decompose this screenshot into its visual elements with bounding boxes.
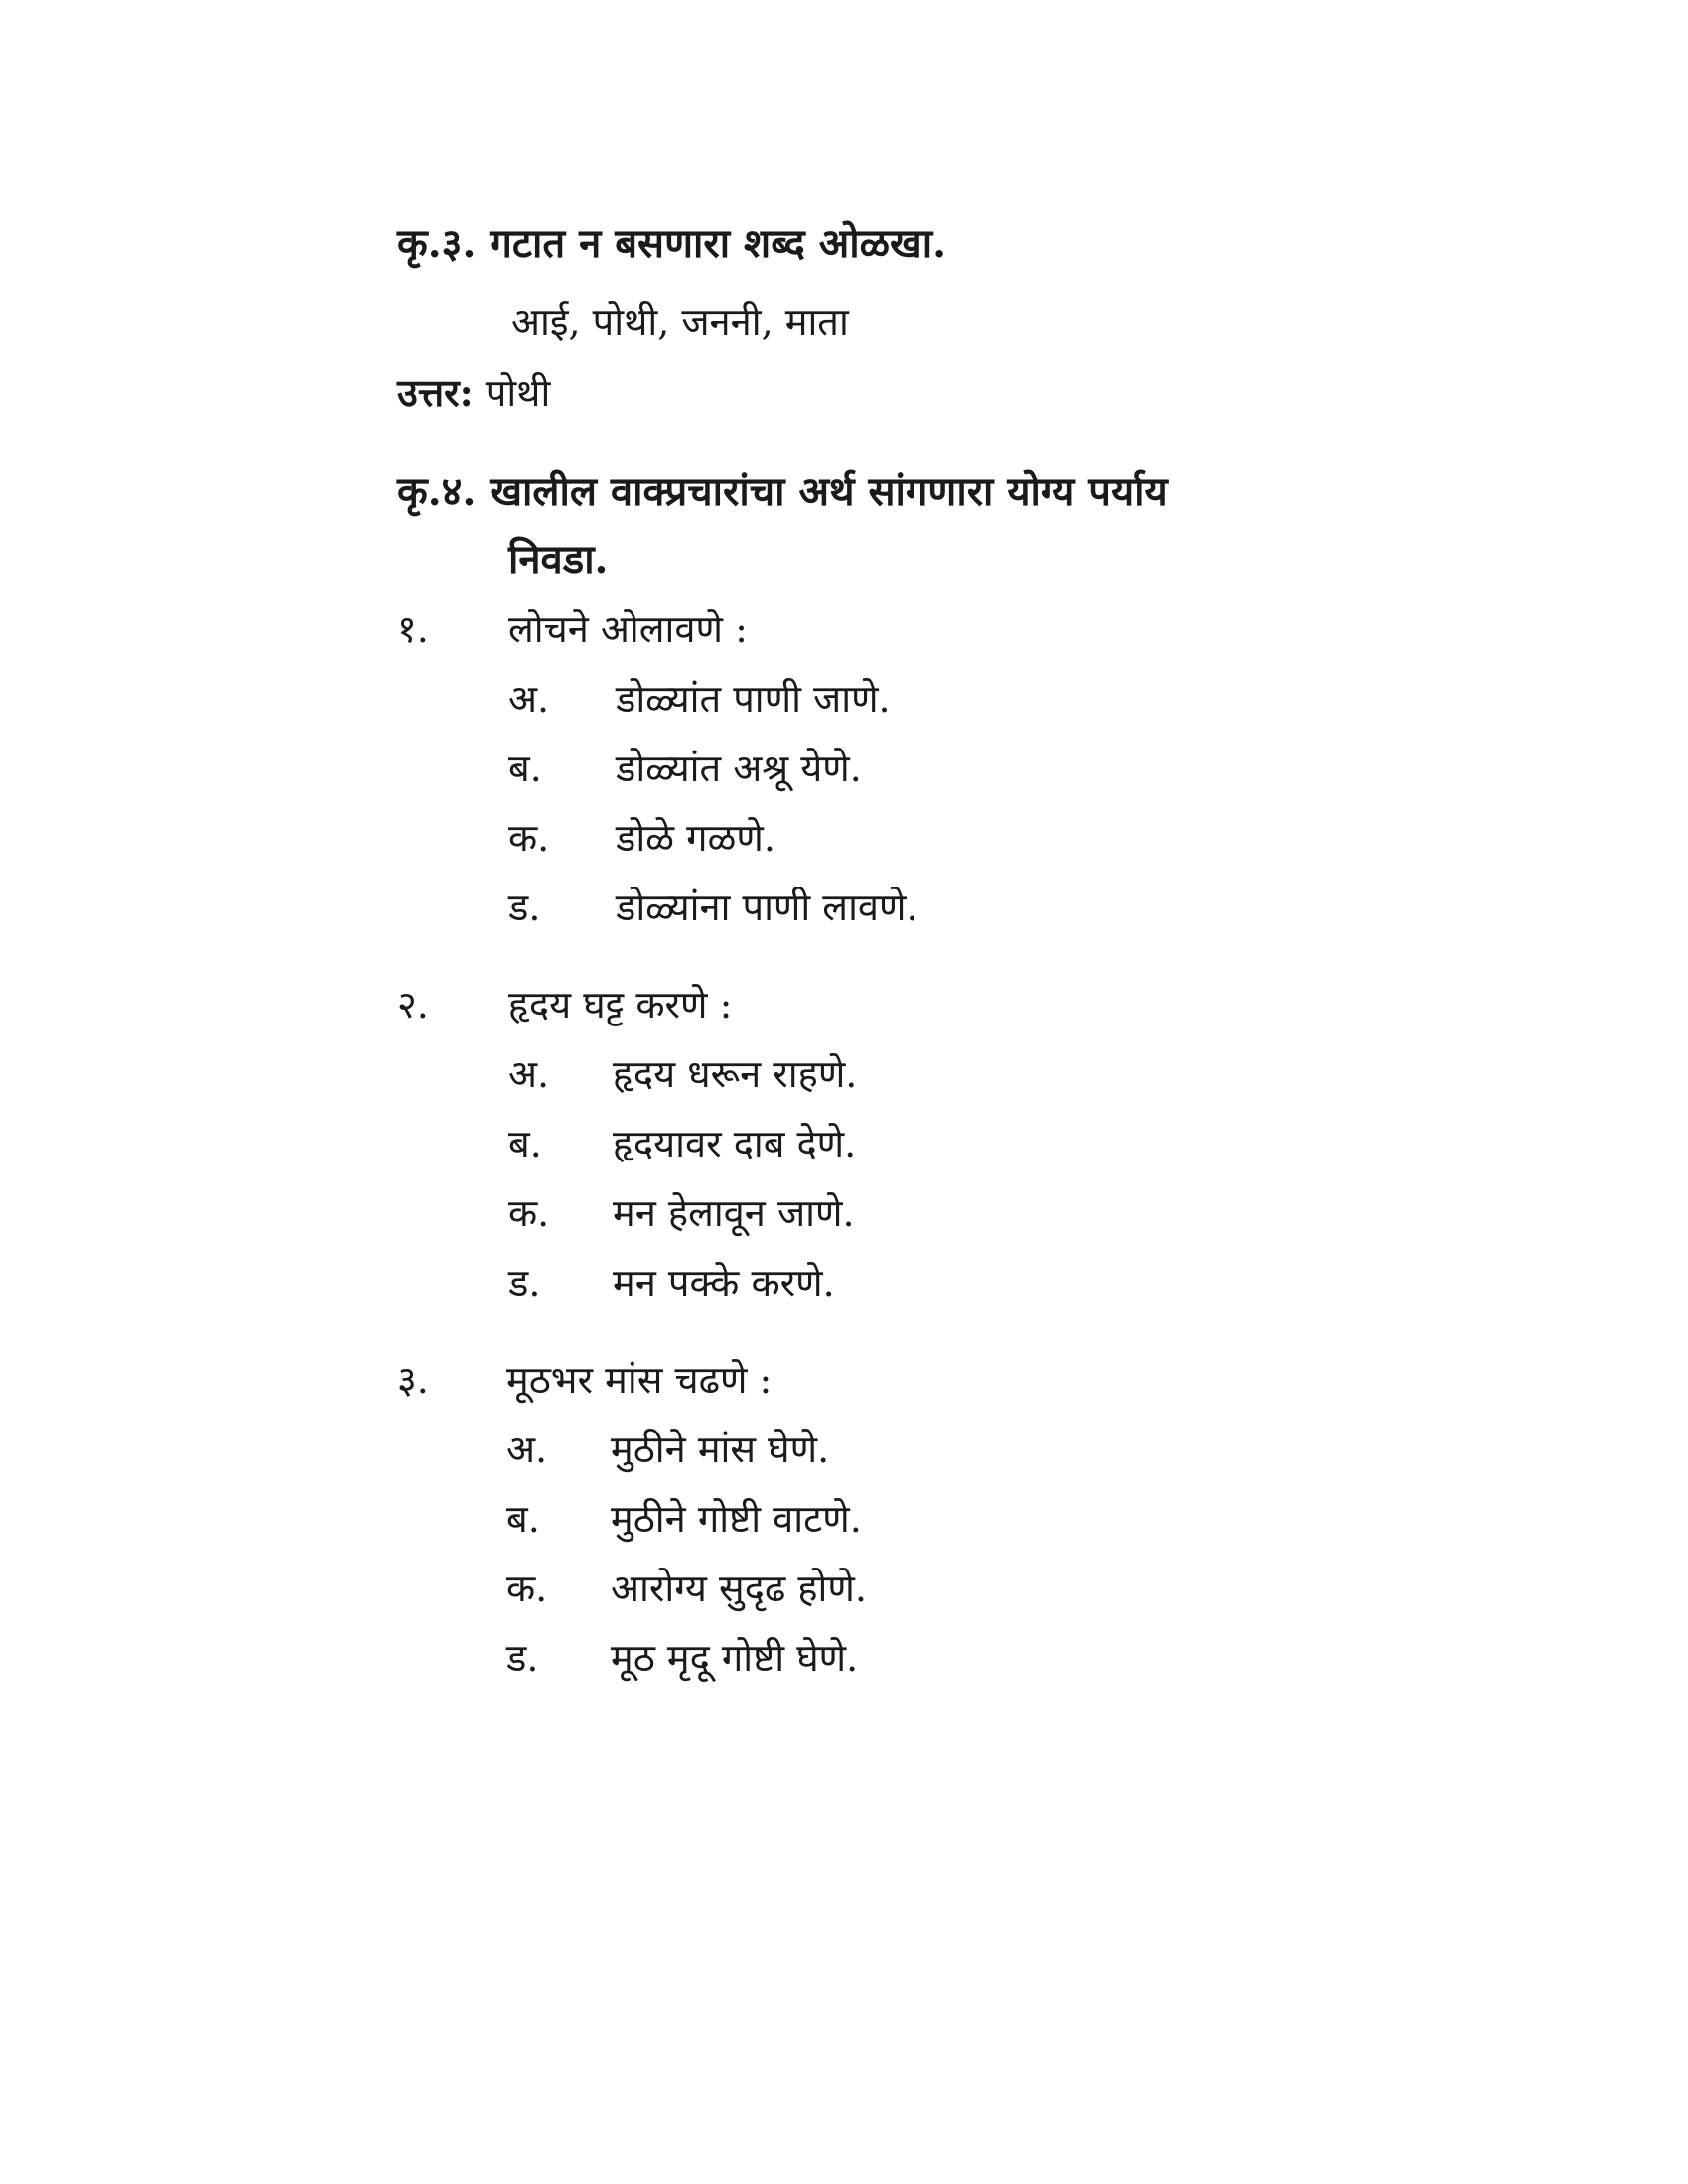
- item-3-option-d-text: मूठ मृदू गोष्टी घेणे.: [611, 1636, 859, 1680]
- question-4-prompt-line2: निवडा.: [508, 536, 609, 583]
- item-3-number: ३.: [397, 1358, 429, 1402]
- item-2-phrase: हृदय घट्ट करणे :: [508, 983, 733, 1026]
- item-1-option-c-letter: क.: [508, 816, 550, 860]
- item-2-option-d-text: मन पक्के करणे.: [613, 1261, 835, 1304]
- item-1-option-b-letter: ब.: [508, 747, 542, 790]
- question-4-number: कृ.४.: [397, 469, 477, 515]
- question-3-answer: [397, 370, 550, 417]
- question-4-prompt-line1: खालील वाक्प्रचारांचा अर्थ सांगणारा योग्य पर्याय: [490, 469, 1168, 515]
- item-3-option-b-text: मुठीने गोष्टी वाटणे.: [611, 1497, 862, 1541]
- item-1-option-d-text: डोळ्यांना पाणी लावणे.: [616, 886, 918, 929]
- item-1-phrase: लोचने ओलावणे :: [508, 608, 748, 651]
- item-2-option-c-letter: क.: [508, 1191, 550, 1235]
- item-2-option-b-text: हृदयावर दाब देणे.: [613, 1122, 857, 1165]
- item-1-option-a-letter: अ.: [508, 677, 550, 721]
- item-3-option-a-text: मुठीने मांस घेणे.: [611, 1428, 830, 1471]
- answer-label: उत्तर:: [397, 370, 474, 415]
- item-1-option-a-text: डोळ्यांत पाणी जाणे.: [616, 677, 891, 721]
- item-3-phrase: मूठभर मांस चढणे :: [506, 1358, 773, 1402]
- item-3-option-c-letter: क.: [506, 1567, 548, 1610]
- answer-value: पोथी: [485, 371, 551, 415]
- item-2-option-b-letter: ब.: [508, 1122, 542, 1165]
- item-3-option-c-text: आरोग्य सुदृढ होणे.: [611, 1567, 867, 1610]
- item-2-option-a-letter: अ.: [508, 1052, 550, 1096]
- item-3-option-a-letter: अ.: [506, 1428, 548, 1471]
- item-2-option-a-text: हृदय धरून राहणे.: [613, 1052, 858, 1096]
- item-1-option-d-letter: ड.: [508, 886, 541, 929]
- item-1-option-c-text: डोळे गळणे.: [616, 816, 775, 860]
- item-2-option-c-text: मन हेलावून जाणे.: [613, 1191, 855, 1235]
- question-3-number: कृ.३.: [397, 220, 477, 267]
- item-3-option-b-letter: ब.: [506, 1497, 540, 1541]
- item-3-option-d-letter: ड.: [506, 1636, 539, 1680]
- question-3-heading: [397, 220, 946, 268]
- question-3-words: आई, पोथी, जननी, माता: [511, 300, 849, 343]
- item-2-option-d-letter: ड.: [508, 1261, 541, 1304]
- question-4-heading: [397, 469, 1168, 516]
- item-1-option-b-text: डोळ्यांत अश्रू येणे.: [616, 747, 862, 790]
- item-1-number: १.: [397, 608, 429, 651]
- question-3-prompt: गटात न बसणारा शब्द ओळखा.: [490, 220, 947, 267]
- item-2-number: २.: [397, 983, 429, 1026]
